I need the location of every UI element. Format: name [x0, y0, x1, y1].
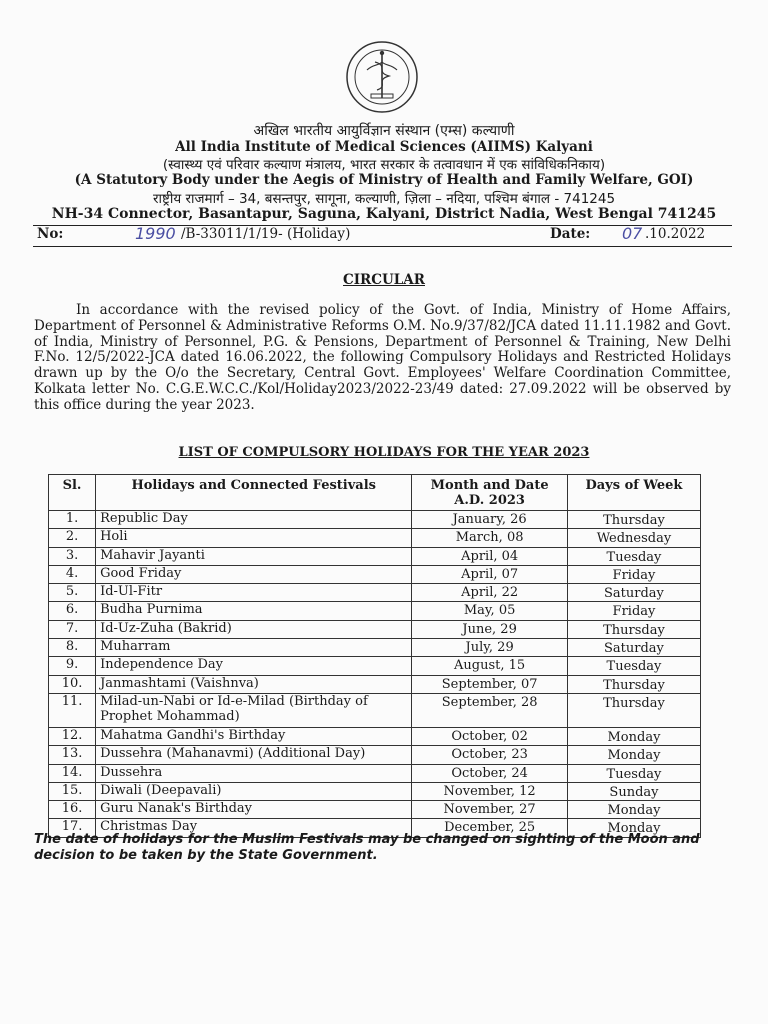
date-label: Date:	[550, 226, 591, 242]
row-sl: 1.	[49, 511, 96, 529]
date-day-handwritten: 07	[622, 224, 643, 243]
row-holiday-name: Mahavir Jayanti	[96, 547, 412, 565]
row-date: April, 07	[412, 565, 568, 583]
row-date: September, 07	[412, 675, 568, 693]
table-row	[49, 746, 701, 764]
row-date: January, 26	[412, 511, 568, 529]
row-holiday-name: Independence Day	[96, 657, 412, 675]
row-date: March, 08	[412, 529, 568, 547]
date-value: .10.2022	[645, 226, 706, 242]
table-row	[49, 657, 701, 675]
address-hindi: राष्ट्रीय राजमार्ग – 34, बसन्तपुर, सागूना, कल्याणी, ज़िला – नदिया, पश्चिम बंगाल - 741245	[152, 191, 616, 207]
row-holiday-name: Republic Day	[96, 511, 412, 529]
row-day: Monday	[567, 727, 700, 745]
circular-body-paragraph: In accordance with the revised policy of the Govt. of India, Ministry of Home Affairs, Department of Personnel & Administrative Reforms O.M. No.9/37/82/JCA dated 11.11.1982 and Govt. of India, Ministry of Personnel, P.G. & Pensions, Department of Personnel & Training, New Delhi F.No. 12/5/2022-JCA dated 16.06.2022, the following Compulsory Holidays and Restricted Holidays drawn up by the O/o the Secretary, Central Govt. Employees' Welfare Coordination Committee, Kolkata letter No. C.G.E.W.C.C./Kol/Holiday2023/2022-23/49 dated: 27.09.2022 will be observed by this office during the year 2023.	[34, 302, 731, 413]
row-sl: 12.	[49, 727, 96, 745]
row-sl: 9.	[49, 657, 96, 675]
row-date: October, 23	[412, 746, 568, 764]
table-row	[49, 764, 701, 782]
row-day: Thursday	[567, 675, 700, 693]
column-header-sl: Sl.	[49, 475, 96, 511]
row-sl: 5.	[49, 584, 96, 602]
row-sl: 16.	[49, 801, 96, 819]
address-english: NH-34 Connector, Basantapur, Saguna, Kalyani, District Nadia, West Bengal 741245	[51, 206, 717, 222]
row-holiday-name: Good Friday	[96, 565, 412, 583]
row-sl: 3.	[49, 547, 96, 565]
column-header-date: Month and Date A.D. 2023	[412, 475, 568, 511]
row-holiday-name: Janmashtami (Vaishnva)	[96, 675, 412, 693]
row-day: Friday	[567, 602, 700, 620]
row-sl: 4.	[49, 565, 96, 583]
row-holiday-name: Id-Ul-Fitr	[96, 584, 412, 602]
row-date: November, 12	[412, 782, 568, 800]
row-date: May, 05	[412, 602, 568, 620]
table-row	[49, 511, 701, 529]
row-holiday-name: Id-Uz-Zuha (Bakrid)	[96, 620, 412, 638]
row-day: Thursday	[567, 693, 700, 727]
table-row	[49, 782, 701, 800]
row-holiday-name: Christmas Day	[96, 819, 412, 837]
row-date: September, 28	[412, 693, 568, 727]
row-sl: 8.	[49, 639, 96, 657]
table-row	[49, 529, 701, 547]
holiday-list-title: LIST OF COMPULSORY HOLIDAYS FOR THE YEAR 2023	[178, 445, 590, 460]
row-day: Tuesday	[567, 657, 700, 675]
row-date: October, 02	[412, 727, 568, 745]
table-row	[49, 620, 701, 638]
row-day: Monday	[567, 801, 700, 819]
row-holiday-name: Dussehra (Mahanavmi) (Additional Day)	[96, 746, 412, 764]
row-sl: 11.	[49, 693, 96, 727]
row-date: July, 29	[412, 639, 568, 657]
row-day: Monday	[567, 746, 700, 764]
holiday-table	[48, 474, 701, 838]
reference-number-label: No:	[37, 226, 64, 242]
row-holiday-name: Mahatma Gandhi's Birthday	[96, 727, 412, 745]
column-header-holiday: Holidays and Connected Festivals	[96, 475, 412, 511]
row-day: Wednesday	[567, 529, 700, 547]
footer-note: The date of holidays for the Muslim Festivals may be changed on sighting of the Moon and decision to be taken by the State Government.	[34, 832, 700, 863]
ministry-line-hindi: (स्वास्थ्य एवं परिवार कल्याण मंत्रालय, भारत सरकार के तत्वावधान में एक सांविधिकनिकाय)	[162, 157, 606, 173]
row-date: April, 22	[412, 584, 568, 602]
row-date: April, 04	[412, 547, 568, 565]
row-date: June, 29	[412, 620, 568, 638]
row-day: Saturday	[567, 639, 700, 657]
row-day: Monday	[567, 819, 700, 837]
row-day: Tuesday	[567, 547, 700, 565]
row-holiday-name: Milad-un-Nabi or Id-e-Milad (Birthday of Prophet Mohammad)	[96, 693, 412, 727]
statutory-body-line: (A Statutory Body under the Aegis of Ministry of Health and Family Welfare, GOI)	[74, 172, 694, 188]
table-row	[49, 565, 701, 583]
row-holiday-name: Holi	[96, 529, 412, 547]
row-date: August, 15	[412, 657, 568, 675]
table-row	[49, 547, 701, 565]
row-sl: 7.	[49, 620, 96, 638]
row-day: Sunday	[567, 782, 700, 800]
row-date: December, 25	[412, 819, 568, 837]
row-sl: 10.	[49, 675, 96, 693]
row-day: Saturday	[567, 584, 700, 602]
row-holiday-name: Guru Nanak's Birthday	[96, 801, 412, 819]
table-row	[49, 639, 701, 657]
row-holiday-name: Diwali (Deepavali)	[96, 782, 412, 800]
table-row	[49, 675, 701, 693]
row-date: October, 24	[412, 764, 568, 782]
row-day: Thursday	[567, 511, 700, 529]
institute-name-english: All India Institute of Medical Sciences (AIIMS) Kalyani	[175, 139, 593, 155]
row-sl: 15.	[49, 782, 96, 800]
circular-heading: CIRCULAR	[343, 272, 425, 288]
table-row	[49, 584, 701, 602]
row-day: Thursday	[567, 620, 700, 638]
column-header-day: Days of Week	[567, 475, 700, 511]
table-row	[49, 602, 701, 620]
row-day: Tuesday	[567, 764, 700, 782]
row-sl: 14.	[49, 764, 96, 782]
row-holiday-name: Muharram	[96, 639, 412, 657]
table-row	[49, 693, 701, 727]
row-sl: 2.	[49, 529, 96, 547]
aiims-emblem-logo	[345, 40, 419, 114]
reference-number: /B-33011/1/19- (Holiday)	[181, 226, 351, 242]
row-holiday-name: Budha Purnima	[96, 602, 412, 620]
institute-name-hindi: अखिल भारतीय आयुर्विज्ञान संस्थान (एम्स) कल्याणी	[253, 123, 515, 139]
table-header-row	[49, 475, 701, 511]
row-holiday-name: Dussehra	[96, 764, 412, 782]
reference-number-handwritten: 1990	[135, 224, 176, 243]
row-sl: 13.	[49, 746, 96, 764]
table-row	[49, 727, 701, 745]
header-divider-bottom	[33, 246, 732, 247]
table-row	[49, 801, 701, 819]
row-sl: 6.	[49, 602, 96, 620]
row-date: November, 27	[412, 801, 568, 819]
row-sl: 17.	[49, 819, 96, 837]
row-day: Friday	[567, 565, 700, 583]
